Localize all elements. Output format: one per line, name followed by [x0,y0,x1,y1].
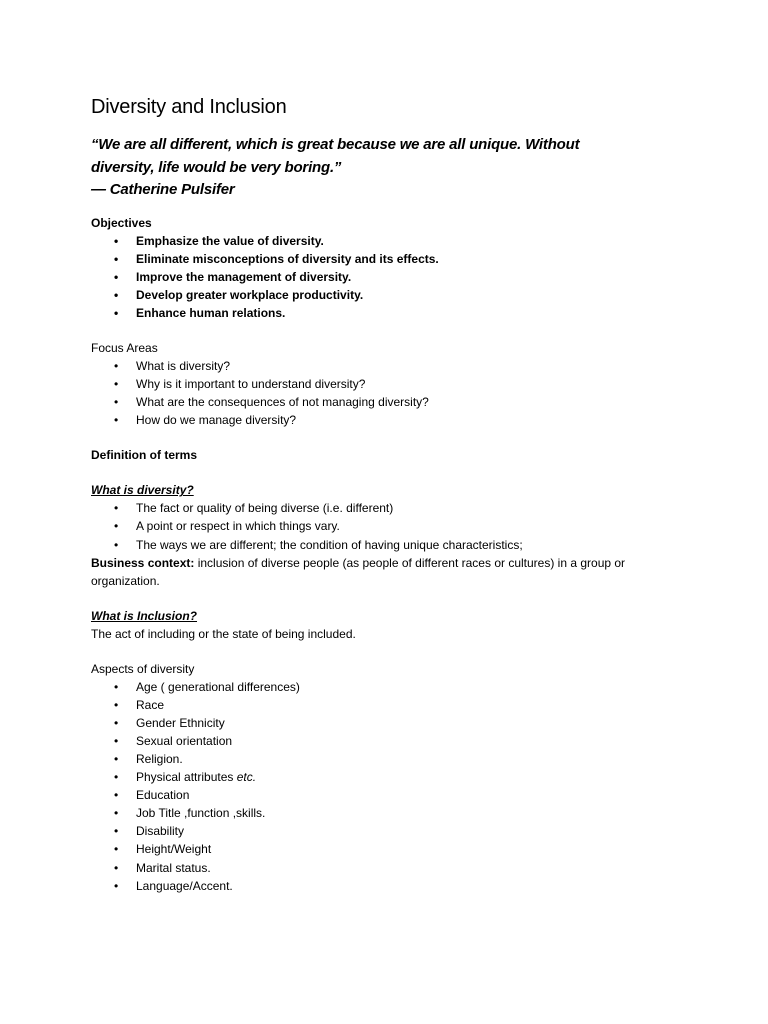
list-item: • Sexual orientation [91,732,728,750]
list-item: • What are the consequences of not managing diversity? [91,393,728,411]
list-item: • Job Title ,function ,skills. [91,804,728,822]
list-item: • Eliminate misconceptions of diversity and its effects. [91,250,728,268]
spacer [91,464,728,481]
spacer [91,429,728,446]
spacer [91,590,728,607]
business-context-label: Business context: [91,555,195,570]
objectives-list [91,232,728,322]
list-item: • The ways we are different; the condition of having unique characteristics; [91,536,728,554]
focus-areas-list [91,357,728,429]
list-item: • What is diversity? [91,357,728,375]
definitions-heading: Definition of terms [91,448,198,463]
business-context-text: inclusion of diverse people (as people of different races or cultures) in a group or [194,555,626,570]
spacer [91,643,728,660]
quote-author: — Catherine Pulsifer [91,181,235,198]
quote-line-1: “We are all different, which is great because we are all unique. Without [91,136,580,153]
document-title: Diversity and Inclusion [91,96,287,118]
opening-quote [91,134,728,202]
list-item: • Religion. [91,750,728,768]
list-item-suffix: etc. [236,770,257,785]
what-is-diversity-heading: What is diversity? [91,483,194,498]
list-item: • Emphasize the value of diversity. [91,232,728,250]
list-item: • Marital status. [91,859,728,877]
list-item: • Disability [91,822,728,840]
list-item: • Age ( generational differences) [91,678,728,696]
quote-line-2: diversity, life would be very boring.” [91,158,342,176]
list-item: • Enhance human relations. [91,304,728,322]
list-item: • The fact or quality of being diverse (i.e. different) [91,499,728,517]
list-item: • Improve the management of diversity. [91,268,728,286]
business-context-text-2: organization. [91,573,160,588]
aspects-list [91,678,728,895]
inclusion-definition: The act of including or the state of being included. [91,626,356,641]
list-item [91,768,728,786]
objectives-heading: Objectives [91,215,152,230]
what-is-inclusion-heading: What is Inclusion? [91,608,198,623]
list-item: • Develop greater workplace productivity. [91,286,728,304]
list-item: • Gender Ethnicity [91,714,728,732]
list-item: • Why is it important to understand diversity? [91,375,728,393]
list-item: • How do we manage diversity? [91,411,728,429]
list-item-text: Physical attributes [136,770,234,785]
list-item: • Language/Accent. [91,877,728,895]
diversity-definition-list [91,499,728,553]
focus-areas-heading: Focus Areas [91,340,158,355]
spacer [91,322,728,339]
aspects-heading: Aspects of diversity [91,661,195,676]
list-item: • A point or respect in which things vary. [91,517,728,535]
business-context-paragraph [91,554,728,590]
list-item: • Education [91,786,728,804]
list-item: • Height/Weight [91,840,728,858]
list-item: • Race [91,696,728,714]
